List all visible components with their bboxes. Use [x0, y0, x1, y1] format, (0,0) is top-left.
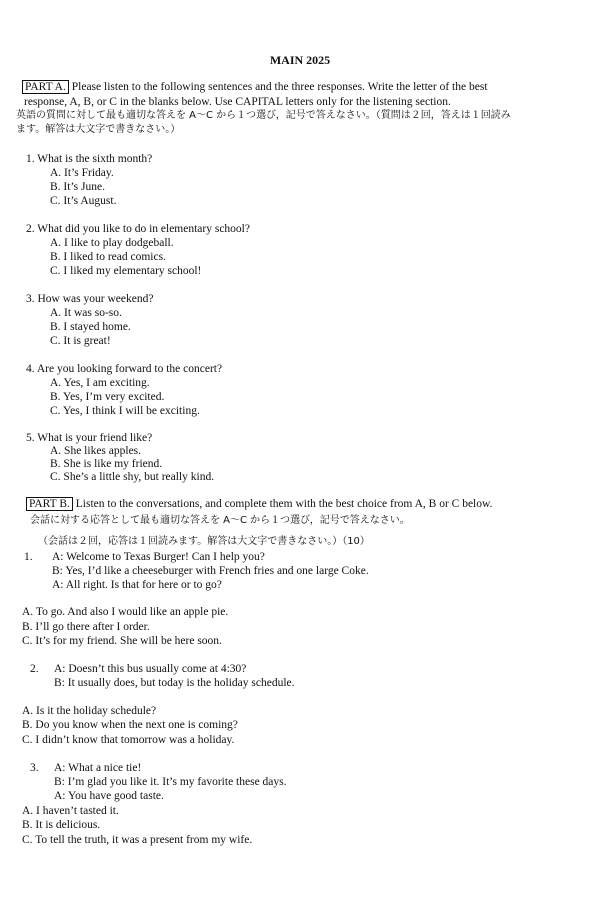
- question-5-option-c: C. She’s a little shy, but really kind.: [50, 471, 215, 483]
- question-2-option-b: B. I liked to read comics.: [50, 251, 166, 263]
- question-3: 3. How was your weekend?: [26, 293, 154, 305]
- question-2-option-c: C. I liked my elementary school!: [50, 265, 202, 277]
- question-1: 1. What is the sixth month?: [26, 153, 153, 165]
- question-3-option-b: B. I stayed home.: [50, 321, 131, 333]
- question-4-option-a: A. Yes, I am exciting.: [50, 377, 150, 389]
- page-title: MAIN 2025: [269, 53, 331, 67]
- question-4-option-b: B. Yes, I’m very excited.: [50, 391, 165, 403]
- conversation-1-option-b: B. I’ll go there after I order.: [22, 621, 150, 633]
- part-b-japanese-line-2: （会話は２回，応答は１回読みます。解答は大文字で書きなさい。）（10）: [38, 536, 370, 547]
- part-b-japanese-line-1: 会話に対する応答として最も適切な答えを A〜C から１つ選び，記号で答えなさい。: [30, 515, 410, 526]
- conversation-2-option-c: C. I didn’t know that tomorrow was a holiday.: [22, 734, 235, 746]
- conversation-1-number: 1.: [24, 551, 33, 563]
- conversation-1-option-a: A. To go. And also I would like an apple pie.: [22, 606, 229, 618]
- question-1-option-b: B. It’s June.: [50, 181, 105, 193]
- part-a-instructions: [22, 80, 488, 94]
- question-2: 2. What did you like to do in elementary school?: [26, 223, 250, 235]
- question-5: 5. What is your friend like?: [26, 432, 153, 444]
- conversation-1-line-3: A: All right. Is that for here or to go?: [52, 579, 222, 591]
- conversation-2-option-b: B. Do you know when the next one is coming?: [22, 719, 238, 731]
- question-3-option-a: A. It was so-so.: [50, 307, 122, 319]
- conversation-3-line-2: B: I’m glad you like it. It’s my favorite these days.: [54, 776, 287, 788]
- part-b-instructions: [26, 497, 492, 511]
- conversation-1-option-c: C. It’s for my friend. She will be here soon.: [22, 635, 222, 647]
- conversation-3-line-3: A: You have good taste.: [54, 790, 164, 802]
- conversation-3-option-c: C. To tell the truth, it was a present from my wife.: [22, 834, 253, 846]
- conversation-3-option-a: A. I haven’t tasted it.: [22, 805, 119, 817]
- part-a-label: PART A.: [22, 80, 69, 94]
- conversation-3-line-1: A: What a nice tie!: [54, 762, 142, 774]
- part-a-japanese-line-2: ます。解答は大文字で書きなさい。）: [16, 124, 181, 135]
- question-4-option-c: C. Yes, I think I will be exciting.: [50, 405, 200, 417]
- conversation-3-number: 3.: [30, 762, 39, 774]
- part-a-instruction-line-2: response, A, B, or C in the blanks below. Use CAPITAL letters only for the listening section.: [24, 96, 451, 108]
- question-1-option-a: A. It’s Friday.: [50, 167, 114, 179]
- conversation-2-option-a: A. Is it the holiday schedule?: [22, 705, 157, 717]
- conversation-2-line-1: A: Doesn’t this bus usually come at 4:30?: [54, 663, 247, 675]
- question-5-option-a: A. She likes apples.: [50, 445, 142, 457]
- part-b-label: PART B.: [26, 497, 73, 511]
- conversation-1-line-1: A: Welcome to Texas Burger! Can I help you?: [52, 551, 265, 563]
- question-3-option-c: C. It is great!: [50, 335, 111, 347]
- question-4: 4. Are you looking forward to the concert?: [26, 363, 223, 375]
- part-a-japanese-line-1: 英語の質問に対して最も適切な答えを A〜C から１つ選び，記号で答えなさい。（質問は２回，答えは１回読み: [16, 110, 511, 121]
- conversation-1-line-2: B: Yes, I’d like a cheeseburger with French fries and one large Coke.: [52, 565, 369, 577]
- part-a-instruction-line-1: Please listen to the following sentences and the three responses. Write the letter of the best: [71, 81, 488, 93]
- conversation-2-number: 2.: [30, 663, 39, 675]
- part-b-instruction-line-1: Listen to the conversations, and complete them with the best choice from A, B or C below.: [75, 498, 493, 510]
- question-2-option-a: A. I like to play dodgeball.: [50, 237, 174, 249]
- question-1-option-c: C. It’s August.: [50, 195, 117, 207]
- question-5-option-b: B. She is like my friend.: [50, 458, 163, 470]
- conversation-2-line-2: B: It usually does, but today is the holiday schedule.: [54, 677, 295, 689]
- conversation-3-option-b: B. It is delicious.: [22, 819, 101, 831]
